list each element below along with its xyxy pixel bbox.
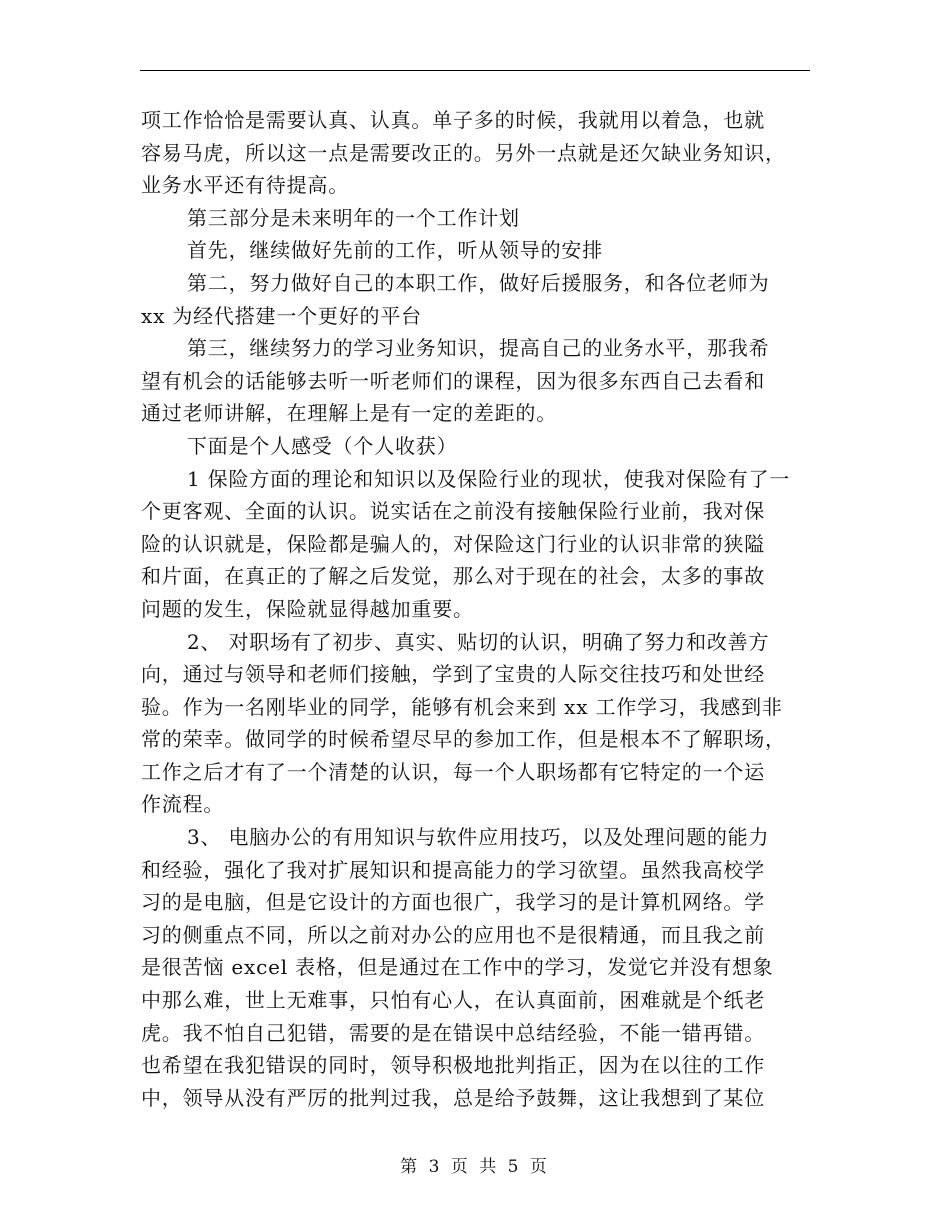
text-line: 个更客观、全面的认识。说实话在之前没有接触保险行业前，我对保 <box>141 499 765 524</box>
text-line: 1 保险方面的理论和知识以及保险行业的现状，使我对保险有了一 <box>187 466 791 491</box>
text-line: 向，通过与领导和老师们接触，学到了宝贵的人际交往技巧和处世经 <box>141 662 765 687</box>
text-line: 中那么难，世上无难事，只怕有心人，在认真面前，困难就是个纸老 <box>141 988 765 1013</box>
text-line: 首先，继续做好先前的工作，听从领导的安排 <box>187 238 603 263</box>
text-line: 作流程。 <box>141 792 225 817</box>
text-line: xx 为经代搭建一个更好的平台 <box>141 303 422 328</box>
text-line: 中，领导从没有严厉的批判过我，总是给予鼓舞，这让我想到了某位 <box>141 1085 765 1110</box>
text-line: 第二，努力做好自己的本职工作，做好后援服务，和各位老师为 <box>187 270 770 295</box>
text-line: 第三，继续努力的学习业务知识，提高自己的业务水平，那我希 <box>187 336 770 361</box>
text-line: 习的是电脑，但是它设计的方面也很广，我学习的是计算机网络。学 <box>141 890 765 915</box>
text-line: 和经验，强化了我对扩展知识和提高能力的学习欲望。虽然我高校学 <box>141 857 765 882</box>
text-line: 第三部分是未来明年的一个工作计划 <box>187 205 520 230</box>
text-line: 习的侧重点不同，所以之前对办公的应用也不是很精通，而且我之前 <box>141 922 765 947</box>
header-rule <box>140 70 810 71</box>
text-line: 通过老师讲解，在理解上是有一定的差距的。 <box>141 401 557 426</box>
text-line: 望有机会的话能够去听一听老师们的课程，因为很多东西自己去看和 <box>141 368 765 393</box>
text-line: 问题的发生，保险就显得越加重要。 <box>141 596 474 621</box>
text-line: 验。作为一名刚毕业的同学，能够有机会来到 xx 工作学习，我感到非 <box>141 694 783 719</box>
text-line: 2、 对职场有了初步、真实、贴切的认识，明确了努力和改善方 <box>187 629 770 654</box>
text-line: 下面是个人感受（个人收获） <box>187 433 458 458</box>
text-line: 和片面，在真正的了解之后发觉，那么对于现在的社会，太多的事故 <box>141 564 765 589</box>
text-line: 常的荣幸。做同学的时候希望尽早的参加工作，但是根本不了解职场， <box>141 727 786 752</box>
text-line: 工作之后才有了一个清楚的认识，每一个人职场都有它特定的一个运 <box>141 759 765 784</box>
text-line: 险的认识就是，保险都是骗人的，对保险这门行业的认识非常的狭隘 <box>141 531 765 556</box>
text-line: 也希望在我犯错误的同时，领导积极地批判指正，因为在以往的工作 <box>141 1053 765 1078</box>
text-line: 项工作恰恰是需要认真、认真。单子多的时候，我就用以着急，也就 <box>141 108 765 132</box>
text-line: 虎。我不怕自己犯错，需要的是在错误中总结经验，不能一错再错。 <box>141 1020 765 1045</box>
text-line: 业务水平还有待提高。 <box>141 173 349 198</box>
page-footer: 第 3 页 共 5 页 <box>400 1157 550 1177</box>
text-line: 3、 电脑办公的有用知识与软件应用技巧，以及处理问题的能力 <box>187 825 770 850</box>
text-line: 是很苦恼 excel 表格，但是通过在工作中的学习，发觉它并没有想象 <box>141 955 774 980</box>
text-line: 容易马虎，所以这一点是需要改正的。另外一点就是还欠缺业务知识， <box>141 140 786 165</box>
document-body <box>141 104 813 1114</box>
